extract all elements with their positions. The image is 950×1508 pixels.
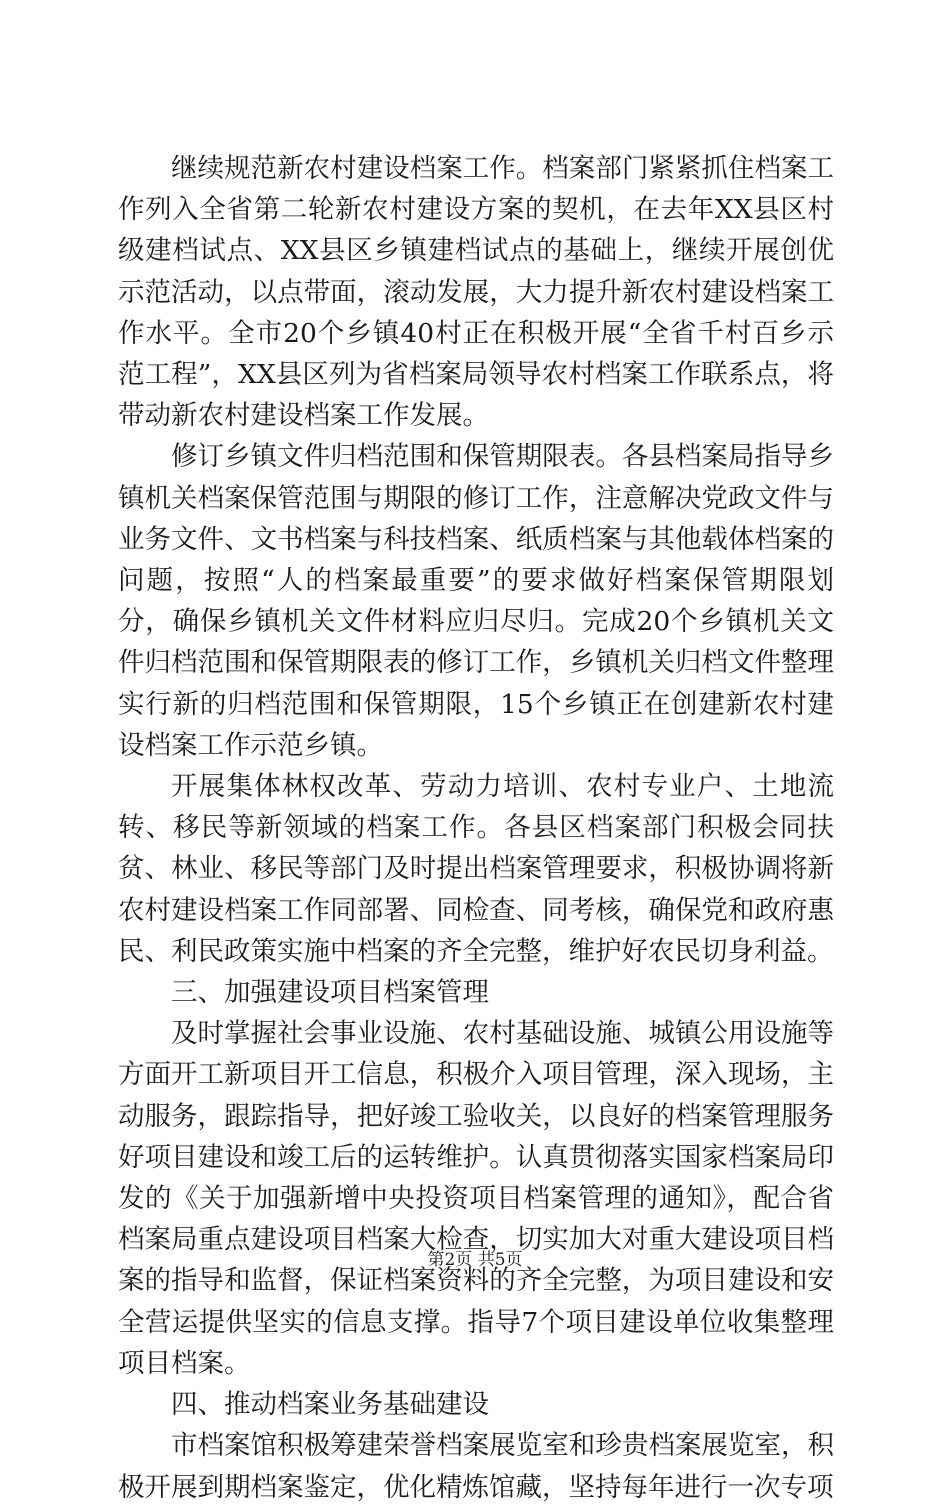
section-heading-construction-projects: 三、加强建设项目档案管理	[171, 977, 489, 1009]
paragraph-archives-museum: 市档案馆积极筹建荣誉档案展览室和珍贵档案展览室，积极开展到期档案鉴定，优化精炼馆藏，坚持每年进行一次专项	[118, 1430, 834, 1503]
page-number-footer: 第2页 共5页	[427, 1250, 523, 1270]
paragraph-project-archives: 及时掌握社会事业设施、农村基础设施、城镇公用设施等方面开工新项目开工信息，积极介入项目管理，深入现场，主动服务，跟踪指导，把好竣工验收关，以良好的档案管理服务好项目建设和竣工后的运转维护。认真贯彻落实国家档案局印发的《关于加强新增中央投资项目档案管理的通知》，配合省档案局重点建设项目档案大检查，切实加大对重大建设项目档案的指导和监督，保证档案资料的齐全完整，为项目建设和安全营运提供坚实的信息支撑。指导7个项目建设单位收集整理项目档案。	[118, 1018, 834, 1379]
document-body	[118, 148, 834, 1508]
paragraph-new-rural-archives: 继续规范新农村建设档案工作。档案部门紧紧抓住档案工作列入全省第二轮新农村建设方案的契机，在去年XX县区村级建档试点、XX县区乡镇建档试点的基础上，继续开展创优示范活动，以点带面，滚动发展，大力提升新农村建设档案工作水平。全市20个乡镇40村正在积极开展“全省千村百乡示范工程”，XX县区列为省档案局领导农村档案工作联系点，将带动新农村建设档案工作发展。	[118, 153, 834, 432]
paragraph-new-field-archives: 开展集体林权改革、劳动力培训、农村专业户、土地流转、移民等新领域的档案工作。各县区档案部门积极会同扶贫、林业、移民等部门及时提出档案管理要求，积极协调将新农村建设档案工作同部署、同检查、同考核，确保党和政府惠民、利民政策实施中档案的齐全完整，维护好农民切身利益。	[118, 771, 834, 967]
section-heading-basic-construction: 四、推动档案业务基础建设	[171, 1389, 489, 1421]
paragraph-revise-filing-scope: 修订乡镇文件归档范围和保管期限表。各县档案局指导乡镇机关档案保管范围与期限的修订工作，注意解决党政文件与业务文件、文书档案与科技档案、纸质档案与其他载体档案的问题，按照“人的档案最重要”的要求做好档案保管期限划分，确保乡镇机关文件材料应归尽归。完成20个乡镇机关文件归档范围和保管期限表的修订工作，乡镇机关归档文件整理实行新的归档范围和保管期限，15个乡镇正在创建新农村建设档案工作示范乡镇。	[118, 441, 834, 761]
